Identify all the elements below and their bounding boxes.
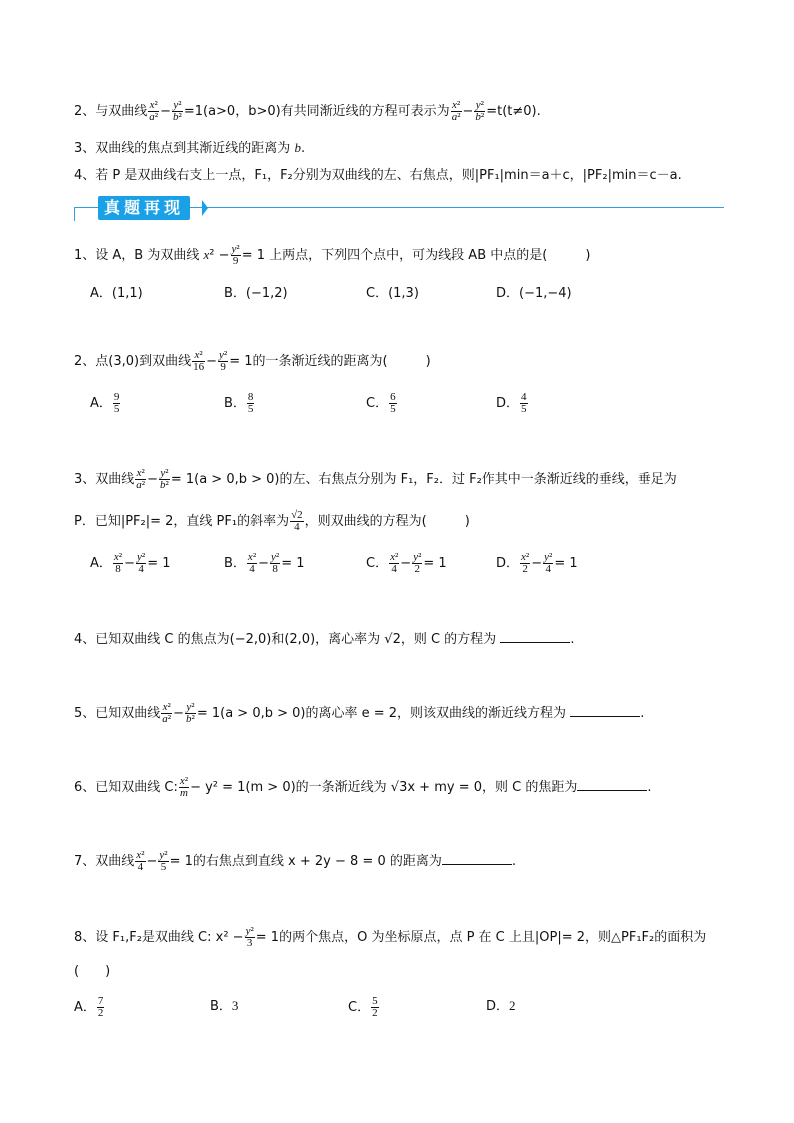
option-denominator: 4 bbox=[391, 563, 397, 575]
note-text: 双曲线的焦点到其渐近线的距离为 bbox=[95, 141, 291, 156]
question-8: 8、设 F₁,F₂是双曲线 C: x² − $\frac{\text{y²}}{3}$ = 1的两个焦点，O 为坐标原点，点 P 在 C 上且|OP|= 2，则△PF₁F₂的面积为 bbox=[74, 925, 707, 949]
option-label: A． bbox=[90, 396, 112, 411]
question-text: 的一条渐近线的距离为( bbox=[252, 354, 388, 369]
option-c[interactable]: C． $\frac{\text{x²}}{4}$ − $\frac{\text{y²}}{2}$ = 1 bbox=[366, 551, 447, 575]
option-denominator: 2 bbox=[522, 563, 528, 575]
option-label: B． bbox=[224, 556, 246, 571]
question-number: 7、 bbox=[74, 854, 96, 869]
question-number: 8、 bbox=[74, 930, 96, 945]
option-denominator: 8 bbox=[115, 563, 121, 575]
option-numerator: 6 bbox=[390, 391, 396, 403]
option-c[interactable]: C．(1,3) bbox=[366, 286, 419, 301]
question-text: ) bbox=[425, 354, 431, 369]
question-text: = 1的两个焦点，O 为坐标原点，点 P 在 C 上且|OP|= 2，则△PF₁F₂的面积为 bbox=[255, 930, 707, 945]
option-label: C． bbox=[366, 396, 389, 411]
option-numerator: 7 bbox=[97, 995, 104, 1007]
question-2: 2、点(3,0)到双曲线 $\frac{\text{x²}}{16}$ − $\frac{\text{y²}}{9}$ = 1的一条渐近线的距离为( ) bbox=[74, 349, 431, 373]
option-denominator: 4 bbox=[138, 563, 144, 575]
question-number: 6、 bbox=[74, 780, 96, 795]
question-number: 1、 bbox=[74, 248, 96, 263]
question-text: 已知双曲线 C 的焦点为(−2,0)和(2,0)，离心率为 √2，则 C 的方程为 bbox=[95, 632, 497, 647]
question-text: 双曲线 bbox=[95, 854, 135, 869]
option-b[interactable]: B． $\frac{\text{x²}}{4}$ − $\frac{\text{y²}}{8}$ = 1 bbox=[224, 551, 305, 575]
question-text: (a > 0,b > 0)的左、右焦点分别为 F₁，F₂．过 F₂作其中一条渐近线的垂线，垂足为 bbox=[194, 472, 677, 487]
option-d[interactable] bbox=[496, 392, 529, 415]
option-numerator: 5 bbox=[372, 995, 378, 1007]
option-b[interactable] bbox=[210, 996, 238, 1017]
question-3: 3、双曲线 $\frac{\text{x²}}{\text{a²}}$ − $\frac{\text{y²}}{\text{b²}}$ = 1(a > 0,b > 0)的左、右焦点分别为 F₁，F₂．过 F₂作其中一条渐近线的垂线，垂足为 bbox=[74, 467, 677, 491]
option-a[interactable]: A．(1,1) bbox=[90, 286, 143, 301]
question-text: P．已知|PF₂|= 2，直线 PF₁的斜率为 bbox=[74, 514, 290, 529]
question-text: − y² = 1(m > 0)的一条渐近线为 √3x + my = 0，则 C 的焦距为 bbox=[190, 780, 578, 795]
question-3-line-2 bbox=[74, 510, 470, 533]
answer-blank[interactable] bbox=[570, 702, 640, 717]
question-8-options bbox=[74, 996, 714, 1032]
option-label: D． bbox=[486, 999, 510, 1014]
option-numerator: 8 bbox=[247, 391, 254, 403]
question-text: 设 F₁,F₂是双曲线 C: x² − bbox=[95, 930, 244, 945]
question-text: 点(3,0)到双曲线 bbox=[95, 354, 192, 369]
note-text: 若 P 是双曲线右支上一点，F₁，F₂分别为双曲线的左、右焦点，则|PF₁|min＝a＋c，|PF₂|min＝c－a. bbox=[95, 168, 682, 183]
answer-blank[interactable] bbox=[577, 776, 647, 791]
option-c[interactable] bbox=[348, 996, 380, 1019]
question-7: 7、双曲线 $\frac{\text{x²}}{4}$ − $\frac{\text{y²}}{5}$ = 1的右焦点到直线 x + 2y − 8 = 0 的距离为 . bbox=[74, 849, 516, 873]
option-denominator: 2 bbox=[97, 1007, 104, 1019]
option-label: B． bbox=[224, 396, 246, 411]
question-4 bbox=[74, 628, 574, 650]
question-text: . bbox=[511, 854, 516, 869]
note-text: 与双曲线 bbox=[95, 104, 148, 119]
option-denominator: 2 bbox=[414, 563, 421, 575]
option-b[interactable]: B．(−1,2) bbox=[224, 286, 288, 301]
question-text: 已知双曲线 C: bbox=[95, 780, 178, 795]
option-denominator: 2 bbox=[372, 1007, 378, 1019]
question-text: 设 A，B 为双曲线 bbox=[95, 248, 200, 263]
option-b[interactable] bbox=[224, 392, 255, 415]
option-label: A． bbox=[90, 556, 112, 571]
note-4 bbox=[74, 166, 682, 186]
note-number: 2、 bbox=[74, 104, 96, 119]
note-text: . bbox=[300, 141, 306, 156]
option-label: C． bbox=[366, 556, 389, 571]
note-text: =t(t≠0). bbox=[486, 104, 541, 119]
note-variable: b bbox=[294, 140, 301, 155]
question-2-options bbox=[90, 392, 730, 428]
question-5: 5、已知双曲线 $\frac{\text{x²}}{\text{a²}}$ − $\frac{\text{y²}}{\text{b²}}$ = 1(a > 0,b > 0)的离心率 e = 2，则该双曲线的渐近线方程为 . bbox=[74, 701, 645, 725]
option-d[interactable]: D． $\frac{\text{x²}}{2}$ − $\frac{\text{y²}}{4}$ = 1 bbox=[496, 551, 578, 575]
question-number: 3、 bbox=[74, 472, 96, 487]
option-denominator: 4 bbox=[249, 563, 255, 575]
question-number: 5、 bbox=[74, 706, 96, 721]
header-arrow bbox=[202, 200, 208, 216]
note-3 bbox=[74, 138, 305, 159]
option-value: 2 bbox=[509, 998, 516, 1013]
note-text: =1(a>0，b>0)有共同渐近线的方程可表示为 bbox=[183, 104, 450, 119]
option-a[interactable] bbox=[74, 996, 105, 1019]
option-a[interactable] bbox=[90, 392, 121, 415]
question-1: 1、设 A，B 为双曲线 x² − $\frac{\text{y²}}{9}$ = 1 上两点，下列四个点中，可为线段 AB 中点的是( ) bbox=[74, 243, 591, 267]
answer-blank[interactable] bbox=[500, 628, 570, 643]
question-text: . bbox=[647, 780, 652, 795]
option-label: D． bbox=[496, 396, 520, 411]
option-numerator: 9 bbox=[113, 391, 120, 403]
option-numerator: 4 bbox=[521, 391, 527, 403]
option-value: 3 bbox=[231, 998, 239, 1013]
question-text: . bbox=[640, 706, 645, 721]
option-denominator: 5 bbox=[113, 403, 120, 415]
question-text: 双曲线 bbox=[95, 472, 135, 487]
question-text: ) bbox=[464, 514, 470, 529]
question-text: (a > 0,b > 0)的离心率 e = 2，则该双曲线的渐近线方程为 bbox=[220, 706, 567, 721]
slope-denominator: 4 bbox=[294, 521, 300, 533]
option-label: D． bbox=[496, 556, 520, 571]
question-6: 6、已知双曲线 C: $\frac{\text{x²}}{m}$ − y² = 1(m > 0)的一条渐近线为 √3x + my = 0，则 C 的焦距为 . bbox=[74, 775, 652, 799]
question-number: 2、 bbox=[74, 354, 96, 369]
question-8-paren: ( ) bbox=[74, 964, 111, 979]
question-text: = 1的右焦点到直线 x + 2y − 8 = 0 的距离为 bbox=[169, 854, 442, 869]
note-2: 2、与双曲线 $\frac{\text{x²}}{\text{a²}}$ − $\frac{\text{y²}}{\text{b²}}$ =1(a>0，b>0)有共同渐近线的方程可表示为 $\frac{\text{x²}}{\text{a²}}$ − $\frac{\text{y²}}{\text{b²}}$ =t(t≠0). bbox=[74, 99, 541, 123]
section-header bbox=[74, 196, 724, 222]
note-number: 4、 bbox=[74, 168, 96, 183]
question-1-options bbox=[90, 284, 730, 320]
option-label: A． bbox=[74, 1000, 96, 1015]
header-tick bbox=[74, 207, 96, 208]
question-text: ) bbox=[585, 248, 591, 263]
section-title: 真题再现 bbox=[98, 196, 190, 220]
note-number: 3、 bbox=[74, 141, 96, 156]
question-text: 已知双曲线 bbox=[95, 706, 161, 721]
question-text: . bbox=[570, 632, 575, 647]
answer-blank[interactable] bbox=[442, 850, 512, 865]
option-denominator: 4 bbox=[545, 563, 551, 575]
slope-numerator: √2 bbox=[291, 509, 303, 521]
option-d[interactable]: D．(−1,−4) bbox=[496, 286, 572, 301]
header-tick bbox=[74, 207, 75, 221]
option-c[interactable] bbox=[366, 392, 398, 415]
option-d[interactable] bbox=[486, 996, 516, 1017]
option-denominator: 5 bbox=[390, 403, 396, 415]
question-number: 4、 bbox=[74, 632, 96, 647]
option-label: C． bbox=[348, 1000, 371, 1015]
option-label: B． bbox=[210, 999, 232, 1014]
option-a[interactable]: A． $\frac{\text{x²}}{8}$ − $\frac{\text{y²}}{4}$ = 1 bbox=[90, 551, 171, 575]
question-text: 上两点，下列四个点中，可为线段 AB 中点的是( bbox=[269, 248, 548, 263]
option-denominator: 8 bbox=[272, 563, 278, 575]
question-text: ，则双曲线的方程为( bbox=[304, 514, 427, 529]
option-denominator: 5 bbox=[521, 403, 527, 415]
question-3-options bbox=[90, 552, 730, 588]
option-denominator: 5 bbox=[247, 403, 254, 415]
